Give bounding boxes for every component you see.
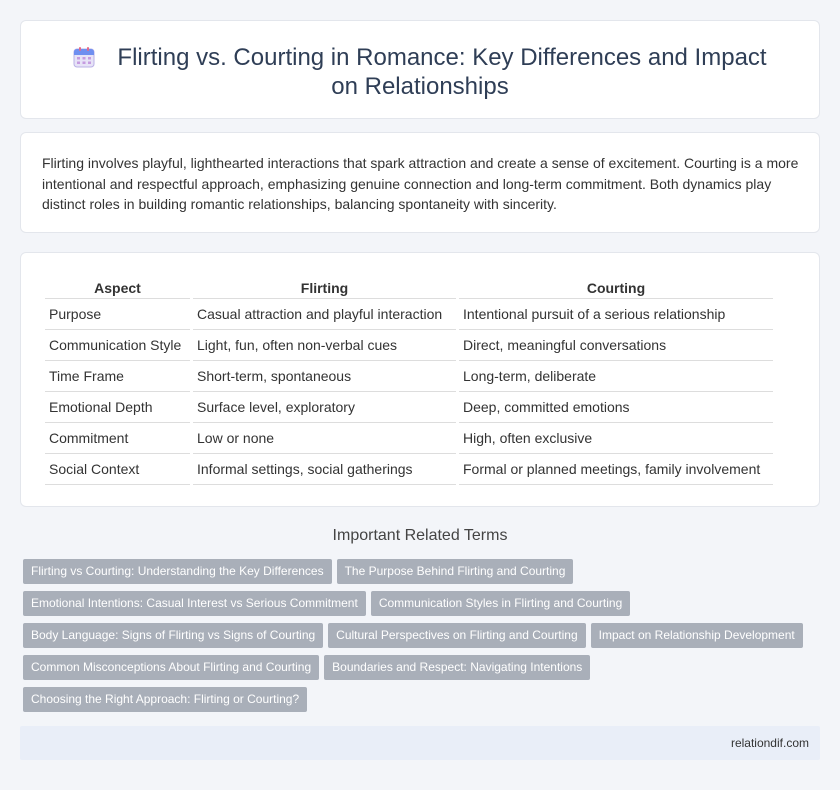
footer [20,726,820,760]
related-tag[interactable]: Choosing the Right Approach: Flirting or Courting? [23,687,307,712]
related-tag[interactable]: Common Misconceptions About Flirting and Courting [23,655,319,680]
cell-aspect: Time Frame [45,361,190,392]
header-flirting: Flirting [193,275,456,299]
tag-row [23,655,823,687]
tag-row [23,591,823,623]
header-aspect: Aspect [45,275,190,299]
cell-flirting: Informal settings, social gatherings [193,454,456,485]
cell-courting: Deep, committed emotions [459,392,773,423]
intro-card [20,132,820,233]
site-link[interactable]: relationdif.com [730,736,809,750]
related-tag[interactable]: Flirting vs Courting: Understanding the Key Differences [23,559,332,584]
cell-courting: Intentional pursuit of a serious relationship [459,299,773,330]
title-wrap [61,43,779,101]
cell-aspect: Communication Style [45,330,190,361]
table-row [45,454,773,485]
cell-courting: Direct, meaningful conversations [459,330,773,361]
cell-flirting: Light, fun, often non-verbal cues [193,330,456,361]
comparison-table-card [20,252,820,507]
cell-aspect: Commitment [45,423,190,454]
related-tag[interactable]: Impact on Relationship Development [591,623,803,648]
cell-aspect: Emotional Depth [45,392,190,423]
table-row [45,423,773,454]
header-card [20,20,820,119]
header-courting: Courting [459,275,773,299]
table-row [45,330,773,361]
cell-flirting: Low or none [193,423,456,454]
cell-courting: High, often exclusive [459,423,773,454]
cell-courting: Long-term, deliberate [459,361,773,392]
related-terms-heading: Important Related Terms [332,527,508,544]
related-tag[interactable]: Communication Styles in Flirting and Courting [371,591,630,616]
related-tags [23,559,823,719]
cell-flirting: Short-term, spontaneous [193,361,456,392]
intro-paragraph: Flirting involves playful, lighthearted interactions that spark attraction and create a sense of excitement. Courting is a more intentional and respectful approach, emphasizing genuine connection and long-term commitment. Both dynamics play distinct roles in building romantic relationships, balancing spontaneity with sincerity. [42,155,799,212]
table-row [45,299,773,330]
comparison-table [42,275,776,485]
tag-row [23,687,823,719]
related-tag[interactable]: Body Language: Signs of Flirting vs Signs of Courting [23,623,323,648]
table-row [45,392,773,423]
related-tag[interactable]: Boundaries and Respect: Navigating Intentions [324,655,590,680]
tag-row [23,559,823,591]
table-row [45,361,773,392]
cell-flirting: Casual attraction and playful interaction [193,299,456,330]
table-header-row [45,275,773,299]
tag-row [23,623,823,655]
cell-flirting: Surface level, exploratory [193,392,456,423]
cell-courting: Formal or planned meetings, family involvement [459,454,773,485]
related-tag[interactable]: The Purpose Behind Flirting and Courting [337,559,574,584]
calendar-icon [73,46,95,68]
cell-aspect: Social Context [45,454,190,485]
page-title: Flirting vs. Courting in Romance: Key Differences and Impact on Relationships [117,44,767,100]
cell-aspect: Purpose [45,299,190,330]
related-tag[interactable]: Emotional Intentions: Casual Interest vs Serious Commitment [23,591,366,616]
related-tag[interactable]: Cultural Perspectives on Flirting and Courting [328,623,585,648]
